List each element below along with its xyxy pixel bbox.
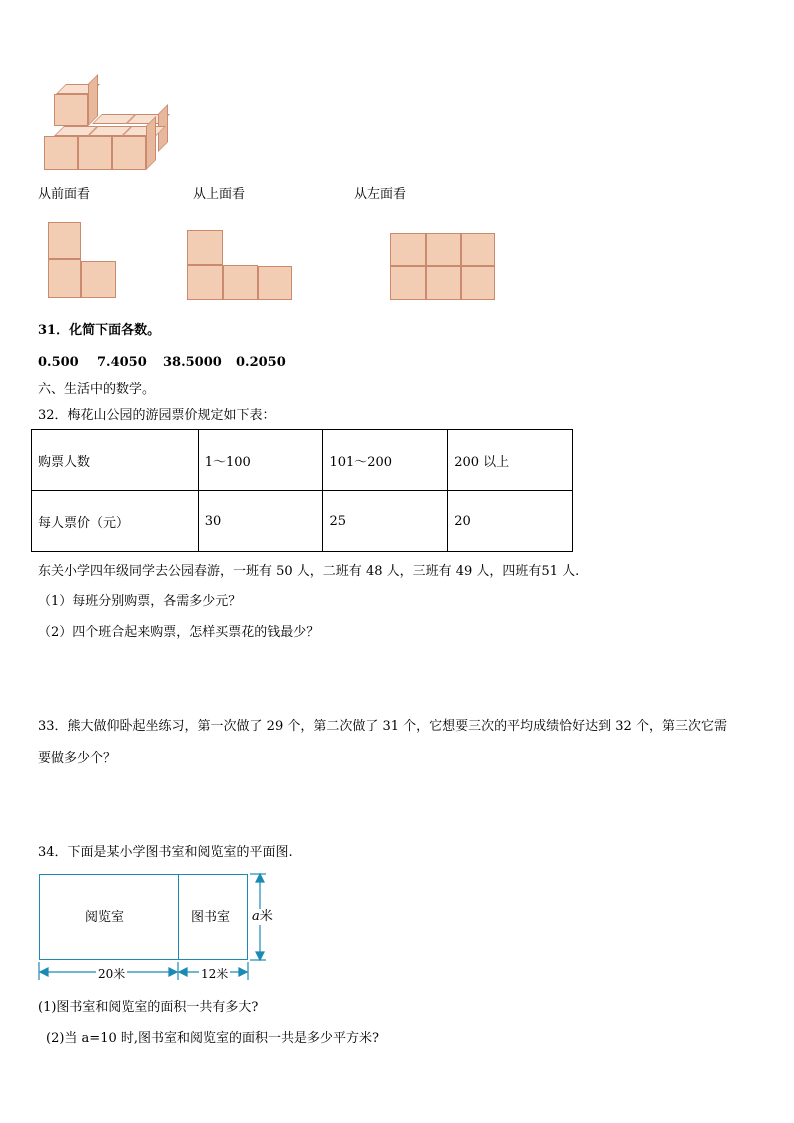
q32-sub-question-1: （1）每班分别购票，各需多少元？ bbox=[38, 594, 242, 609]
section-6-title: 六、生活中的数学。 bbox=[38, 382, 156, 397]
height-unit: 米 bbox=[259, 909, 273, 924]
q33-line-1: 33．熊大做仰卧起坐练习，第一次做了 29 个，第二次做了 31 个，它想要三次的平均成绩恰好达到 32 个，第三次它需 bbox=[38, 719, 727, 734]
q31-title: 31．化简下面各数。 bbox=[38, 323, 161, 338]
reading-room-label: 阅览室 bbox=[85, 910, 125, 925]
q32-title: 32．梅花山公园的游园票价规定如下表： bbox=[38, 408, 276, 423]
table-cell: 1～100 bbox=[198, 430, 323, 491]
table-row bbox=[32, 491, 573, 552]
table-cell: 30 bbox=[198, 491, 323, 552]
table-cell: 每人票价（元） bbox=[32, 491, 199, 552]
table-cell: 20 bbox=[448, 491, 573, 552]
table-cell: 25 bbox=[323, 491, 448, 552]
dimension-arrows bbox=[36, 866, 276, 986]
top-view-label: 从上面看 bbox=[193, 187, 246, 202]
height-label bbox=[252, 909, 273, 925]
front-view-label: 从前面看 bbox=[38, 187, 91, 202]
table-cell: 200 以上 bbox=[448, 430, 573, 491]
cube-figure bbox=[44, 84, 170, 172]
q31-number-4: 0.2050 bbox=[236, 355, 286, 370]
ticket-price-table bbox=[31, 429, 573, 552]
q31-number-1: 0.500 bbox=[38, 355, 79, 370]
q31-number-3: 38.5000 bbox=[163, 355, 222, 370]
table-cell: 购票人数 bbox=[32, 430, 199, 491]
table-cell: 101～200 bbox=[323, 430, 448, 491]
q32-description: 东关小学四年级同学去公园春游，一班有 50 人，二班有 48 人，三班有 49 人，四班有51 人. bbox=[38, 564, 580, 579]
q32-sub-question-2: （2）四个班合起来购票，怎样买票花的钱最少？ bbox=[38, 625, 320, 640]
q34-title: 34．下面是某小学图书室和阅览室的平面图. bbox=[38, 845, 293, 860]
width-label-library: 12米 bbox=[201, 967, 229, 981]
table-row bbox=[32, 430, 573, 491]
q31-number-2: 7.4050 bbox=[97, 355, 147, 370]
q33-line-2: 要做多少个？ bbox=[38, 751, 117, 766]
left-view-label: 从左面看 bbox=[354, 187, 407, 202]
q34-sub-question-1: (1)图书室和阅览室的面积一共有多大? bbox=[38, 1000, 259, 1015]
library-label: 图书室 bbox=[191, 910, 231, 925]
q34-sub-question-2: (2)当 a=10 时,图书室和阅览室的面积一共是多少平方米? bbox=[46, 1031, 379, 1046]
height-variable: a bbox=[252, 909, 260, 924]
width-label-reading-room: 20米 bbox=[98, 967, 126, 981]
